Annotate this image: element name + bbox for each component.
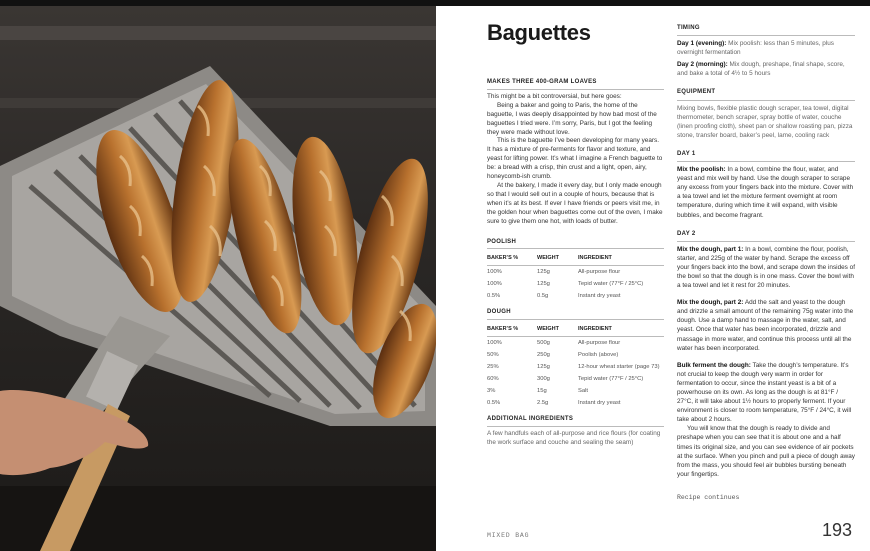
day1-step: Mix the poolish: In a bowl, combine the flour, water, and yeast and mix well by hand. Use the dough scraper to scrape any excess from your fingers back into the mixture. Cover with a tea towel and let the mixture ferment overnight at room temperature, during which time it will expand, with visible bubbles, and become fragrant. bbox=[677, 166, 854, 219]
divider bbox=[677, 35, 855, 36]
column-header: WEIGHT bbox=[537, 252, 578, 265]
divider bbox=[487, 248, 664, 249]
divider bbox=[677, 161, 855, 162]
day2-step-bulk: Bulk ferment the dough: Take the dough’s temperature. It’s not crucial to keep the dough very warm in order for fermentation to occur, since the instant yeast is a bit of a powerhouse on its own. As long as the dough is at 81°F / 27°C, it will take about 1½ hours to properly ferment. If your environment is closer to room temperature, 75°F / 24°C, it will take about 2 hours. bbox=[677, 361, 852, 424]
table-row: 60% 300g Tepid water (77°F / 25°C) bbox=[487, 375, 644, 382]
divider bbox=[677, 100, 855, 101]
baguettes-photo bbox=[0, 6, 436, 551]
timing-day2: Day 2 (morning): Mix dough, preshape, final shape, score, and bake a total of 4½ to 5 hours bbox=[677, 61, 845, 78]
equipment-heading: EQUIPMENT bbox=[677, 89, 716, 96]
equipment-text: Mixing bowls, flexible plastic dough scraper, tea towel, digital thermometer, bench scraper, spray bottle of water, couche (linen proofing cloth), sheet pan or shallow roasting pan, pizza stone, transfer board, baker’s peel, lame, cooling rack bbox=[677, 104, 853, 139]
column-header: INGREDIENT bbox=[578, 252, 664, 265]
table-row: 50% 250g Poolish (above) bbox=[487, 351, 619, 358]
dough-heading: DOUGH bbox=[487, 309, 511, 316]
intro-paragraph: At the bakery, I made it every day, but I only made enough so that I would sell out in a couple of hours, because that is when it’s at its best. If ever I have friends or peers visit me, in the golden hour when baguettes come out of the oven, I make sure to give them one hot, with loads of butter. bbox=[487, 181, 663, 225]
page-title: Baguettes bbox=[487, 20, 591, 45]
table-row: 25% 125g 12-hour wheat starter (page 73) bbox=[487, 363, 660, 370]
day2-heading: DAY 2 bbox=[677, 230, 696, 237]
additional-text: A few handfuls each of all-purpose and rice flours (for coating the work surface and couche and sealing the seam) bbox=[487, 430, 661, 446]
yield-heading: MAKES THREE 400-GRAM LOAVES bbox=[487, 79, 597, 85]
poolish-table bbox=[487, 252, 664, 302]
divider bbox=[487, 426, 664, 427]
day2-step-part2: Mix the dough, part 2: Add the salt and yeast to the dough and drizzle a small amount of the remaining 75g water into the dough. Use a damp hand to massage in the water, salt, and yeast. Once that water has been incorporated, drizzle and massage in more water, and continue this process until all the water has been incorporated. bbox=[677, 299, 854, 352]
intro-paragraph: This is the baguette I’ve been developing for many years. It has a mixture of pre-ferments for flavor and texture, and yeast for lifting power. It’s what I imagine a French baguette to be: a bread with a crisp, thin crust and a light, open, airy, honeycomb-ish crumb. bbox=[487, 137, 663, 181]
recipe-page bbox=[436, 6, 870, 551]
timing-heading: TIMING bbox=[677, 25, 700, 31]
page-number: 193 bbox=[822, 520, 853, 540]
dough-table bbox=[487, 323, 664, 409]
table-row: 100% 500g All-purpose flour bbox=[487, 339, 621, 346]
right-column bbox=[677, 24, 855, 502]
intro-paragraph: Being a baker and going to Paris, the home of the baguette, I was deeply disappointed by how bad most of the baguettes I tried were. I’m sorry, Paris, but I got the feeling they were made without love. bbox=[487, 101, 657, 136]
table-row: 0.5% 2.5g Instant dry yeast bbox=[487, 399, 621, 406]
day2-step-bulk-cont: You will know that the dough is ready to divide and preshape when you can see that it is about one and a half times its original size, and you can see evidence of air pockets at the surface. When you pinch and pull a piece of dough away from the mass, you should feel air bubbles bursting beneath your fingertips. bbox=[677, 425, 855, 478]
column-header: BAKER’S % bbox=[487, 252, 537, 265]
day1-heading: DAY 1 bbox=[677, 150, 696, 157]
table-row: 100% 125g All-purpose flour bbox=[487, 268, 621, 275]
additional-heading: ADDITIONAL INGREDIENTS bbox=[487, 416, 574, 423]
column-header: WEIGHT bbox=[537, 323, 578, 336]
poolish-heading: POOLISH bbox=[487, 238, 517, 245]
left-column bbox=[487, 78, 664, 448]
recipe-continues: Recipe continues bbox=[677, 493, 740, 501]
section-footer: MIXED BAG bbox=[487, 532, 530, 539]
intro-paragraph: This might be a bit controversial, but here goes: bbox=[487, 92, 622, 100]
timing-day1: Day 1 (evening): Mix poolish: less than 5 minutes, plus overnight fermentation bbox=[677, 40, 835, 57]
column-header: INGREDIENT bbox=[578, 323, 664, 336]
table-row: 0.5% 0.5g Instant dry yeast bbox=[487, 292, 621, 299]
divider bbox=[487, 89, 664, 90]
table-row: 100% 125g Tepid water (77°F / 25°C) bbox=[487, 280, 644, 287]
divider bbox=[487, 319, 664, 320]
day2-step-part1: Mix the dough, part 1: In a bowl, combine the flour, poolish, starter, and 225g of the water by hand. Scrape the excess off your fingers back into the bowl, and scrape down the insides of the bowl so that the dough is in one mass. Cover the bowl with a tea towel and let it rest for 20 minutes. bbox=[677, 245, 855, 290]
column-header: BAKER’S % bbox=[487, 323, 537, 336]
table-row: 3% 15g Salt bbox=[487, 387, 588, 394]
divider bbox=[677, 241, 855, 242]
